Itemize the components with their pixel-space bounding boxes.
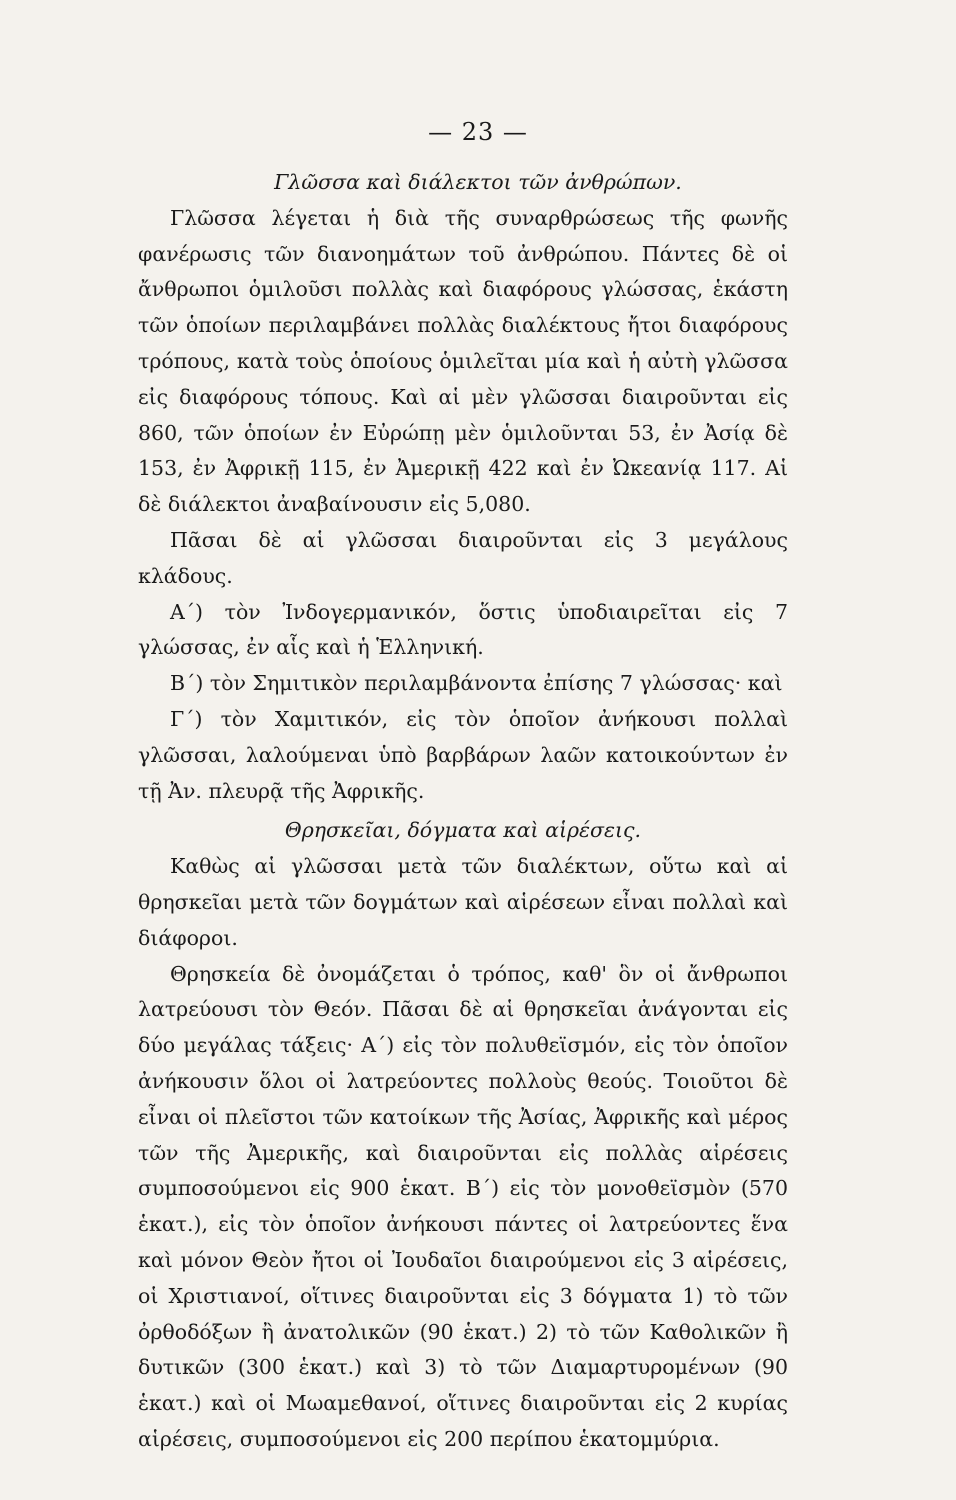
paragraph: Γλῶσσα λέγεται ἡ διὰ τῆς συναρθρώσεως τῆς φωνῆς φανέρωσις τῶν διανοημάτων τοῦ ἀνθρώπου. Πάντες δὲ οἱ ἄνθρωποι ὁμιλοῦσι πολλὰς καὶ διαφόρους γλώσσας, ἑκάστη τῶν ὁποίων περιλαμβάνει πολλὰς διαλέκτους ἤτοι διαφόρους τρόπους, κατὰ τοὺς ὁποίους ὁμιλεῖται μία καὶ ἡ αὐτὴ γλῶσσα εἰς διαφόρους τόπους. Καὶ αἱ μὲν γλῶσσαι διαιροῦνται εἰς 860, τῶν ὁποίων ἐν Εὐρώπῃ μὲν ὁμιλοῦνται 53, ἐν Ἀσίᾳ δὲ 153, ἐν Ἀφρικῇ 115, ἐν Ἀμερικῇ 422 καὶ ἐν Ὠκεανίᾳ 117. Αἱ δὲ διάλεκτοι ἀναβαίνουσιν εἰς 5,080. — [138, 205, 788, 517]
page-number: — 23 — — [428, 118, 528, 146]
section-heading-religions: Θρησκεῖαι, δόγματα καὶ αἱρέσεις. — [284, 818, 642, 843]
section-heading-languages: Γλῶσσα καὶ διάλεκτοι τῶν ἀνθρώπων. — [274, 170, 682, 194]
text-block — [138, 165, 788, 1458]
paragraph: Καθὼς αἱ γλῶσσαι μετὰ τῶν διαλέκτων, οὕτω καὶ αἱ θρησκεῖαι μετὰ τῶν δογμάτων καὶ αἱρέσεων εἶναι πολλαὶ καὶ διάφοροι. — [138, 854, 788, 950]
paragraph: Πᾶσαι δὲ αἱ γλῶσσαι διαιροῦνται εἰς 3 μεγάλους κλάδους. — [138, 527, 788, 588]
paragraph: Β΄) τὸν Σημιτικὸν περιλαμβάνοντα ἐπίσης 7 γλώσσας· καὶ — [170, 671, 783, 696]
paragraph: Θρησκεία δὲ ὀνομάζεται ὁ τρόπος, καθ' ὃν οἱ ἄνθρωποι λατρεύουσι τὸν Θεόν. Πᾶσαι δὲ αἱ θρησκεῖαι ἀνάγονται εἰς δύο μεγάλας τάξεις· Α΄) εἰς τὸν πολυθεϊσμόν, εἰς τὸν ὁποῖον ἀνήκουσιν ὅλοι οἱ λατρεύοντες πολλοὺς θεούς. Τοιοῦτοι δὲ εἶναι οἱ πλεῖστοι τῶν κατοίκων τῆς Ἀσίας, Ἀφρικῆς καὶ μέρος τῶν τῆς Ἀμερικῆς, καὶ διαιροῦνται εἰς πολλὰς αἱρέσεις συμποσούμενοι εἰς 900 ἑκατ. Β΄) εἰς τὸν μονοθεϊσμὸν (570 ἑκατ.), εἰς τὸν ὁποῖον ἀνήκουσι πάντες οἱ λατρεύοντες ἕνα καὶ μόνον Θεὸν ἤτοι οἱ Ἰουδαῖοι διαιρούμενοι εἰς 3 αἱρέσεις, οἱ Χριστιανοί, οἵτινες διαιροῦνται εἰς 3 δόγματα 1) τὸ τῶν ὀρθοδόξων ἢ ἀνατολικῶν (90 ἑκατ.) 2) τὸ τῶν Καθολικῶν ἢ δυτικῶν (300 ἑκατ.) καὶ 3) τὸ τῶν Διαμαρτυρομένων (90 ἑκατ.) καὶ οἱ Μωαμεθανοί, οἵτινες διαιροῦνται εἰς 2 κυρίας αἱρέσεις, συμποσούμενοι εἰς 200 περίπου ἑκατομμύρια. — [138, 961, 788, 1451]
paragraph: Α΄) τὸν Ἰνδογερμανικόν, ὅστις ὑποδιαιρεῖται εἰς 7 γλώσσας, ἐν αἷς καὶ ἡ Ἑλληνική. — [138, 599, 788, 660]
paragraph: Γ΄) τὸν Χαμιτικόν, εἰς τὸν ὁποῖον ἀνήκουσι πολλαὶ γλῶσσαι, λαλούμεναι ὑπὸ βαρβάρων λαῶν κατοικούντων ἐν τῇ Ἀν. πλευρᾷ τῆς Ἀφρικῆς. — [138, 706, 788, 803]
